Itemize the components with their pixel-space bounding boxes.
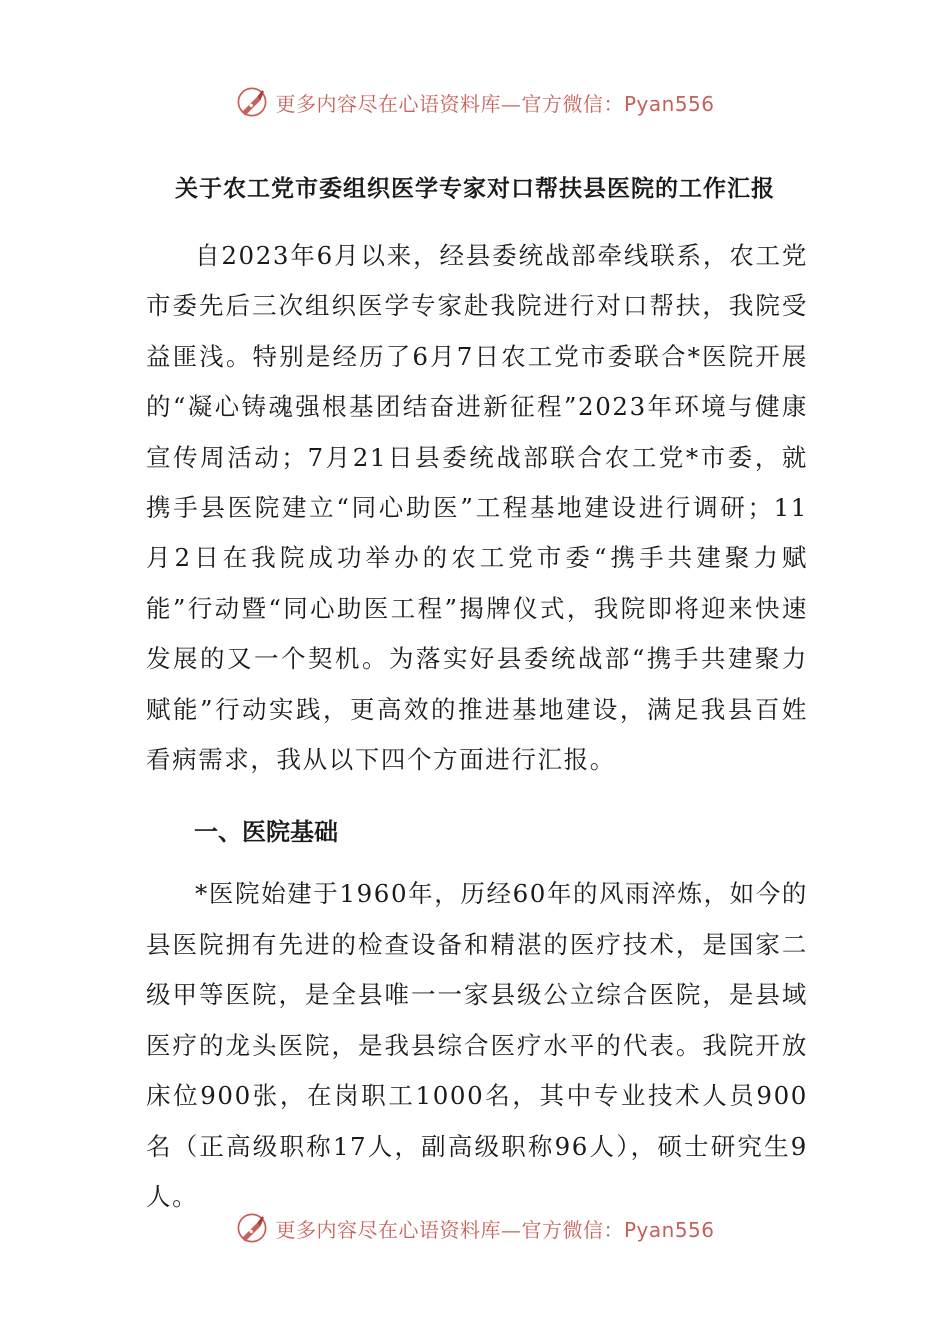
document-body bbox=[146, 231, 808, 1222]
hospital-basics-paragraph: *医院始建于1960年，历经60年的风雨淬炼，如今的县医院拥有先进的检查设备和精湛的医疗技术，是国家二级甲等医院，是全县唯一一家县级公立综合医院，是县域医疗的龙头医院，是我县综合医疗水平的代表。我院开放床位900张，在岗职工1000名，其中专业技术人员900名（正高级职称17人，副高级职称96人），硕士研究生9人。 bbox=[146, 879, 808, 1211]
pen-nib-logo-icon bbox=[235, 1211, 269, 1245]
document-title: 关于农工党市委组织医学专家对口帮扶县医院的工作汇报 bbox=[175, 175, 775, 202]
pen-nib-logo-icon bbox=[235, 85, 269, 119]
section-heading-hospital-basics: 一、医院基础 bbox=[194, 818, 338, 847]
watermark-footer bbox=[0, 1208, 950, 1248]
watermark-header bbox=[0, 82, 950, 122]
intro-paragraph: 自2023年6月以来，经县委统战部牵线联系，农工党市委先后三次组织医学专家赴我院进行对口帮扶，我院受益匪浅。特别是经历了6月7日农工党市委联合*医院开展的“凝心铸魂强根基团结奋进新征程”2023年环境与健康宣传周活动；7月21日县委统战部联合农工党*市委，就携手县医院建立“同心助医”工程基地建设进行调研；11月2日在我院成功举办的农工党市委“携手共建聚力赋能”行动暨“同心助医工程”揭牌仪式，我院即将迎来快速发展的又一个契机。为落实好县委统战部“携手共建聚力赋能”行动实践，更高效的推进基地建设，满足我县百姓看病需求，我从以下四个方面进行汇报。 bbox=[146, 241, 808, 775]
watermark-text: 更多内容尽在心语资料库—官方微信：Pyan556 bbox=[275, 1217, 715, 1242]
watermark-text: 更多内容尽在心语资料库—官方微信：Pyan556 bbox=[275, 91, 715, 116]
